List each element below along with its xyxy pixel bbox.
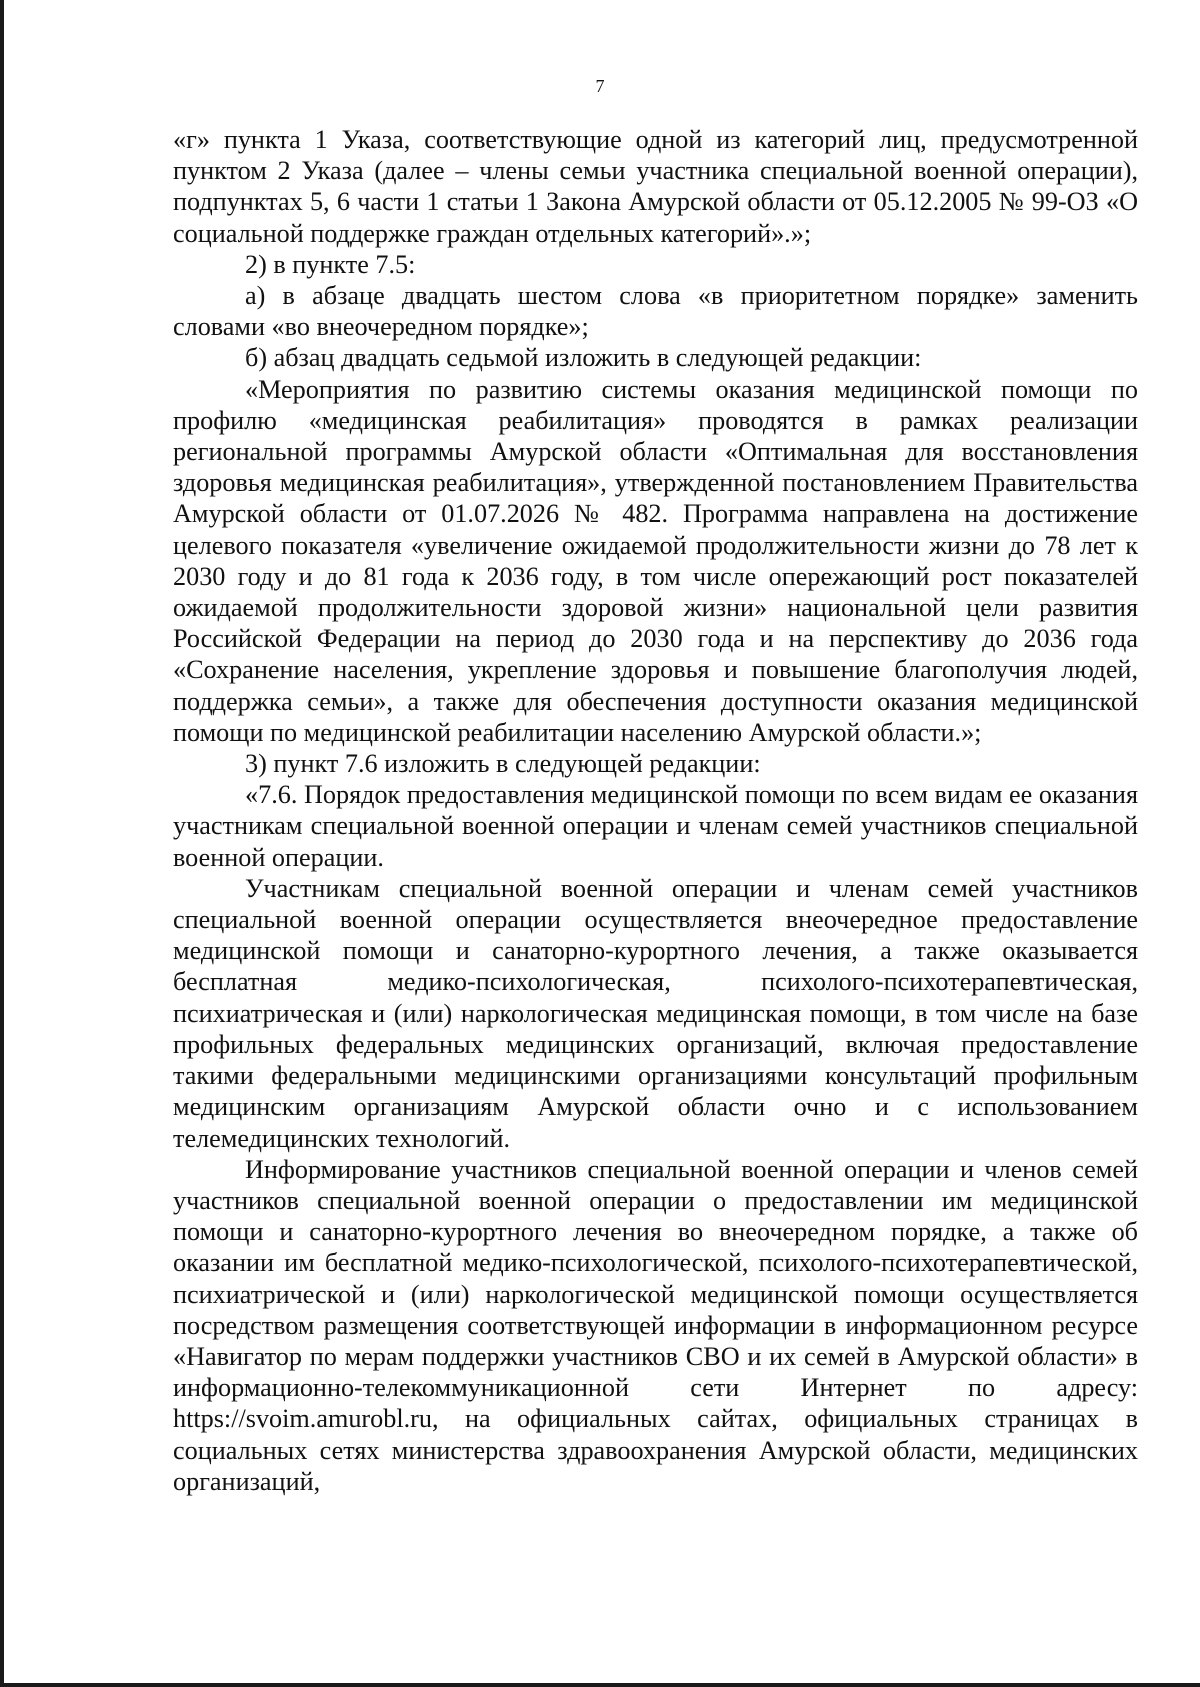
scan-border-left: [0, 0, 4, 1687]
paragraph: б) абзац двадцать седьмой изложить в следующей редакции:: [245, 343, 922, 373]
paragraph: «Мероприятия по развитию системы оказания медицинской помощи по профилю «медицинская реабилитация» проводятся в рамках реализации региональной программы Амурской области «Оптимальная для восстановления здоровья медицинская реабилитация», утвержденной постановлением Правительства Амурской области от 01.07.2026 № 482. Программа направлена на достижение целевого показателя «увеличение ожидаемой продолжительности жизни до 78 лет к 2030 году и до 81 года к 2036 году, в том числе опережающий рост показателей ожидаемой продолжительности здоровой жизни» национальной цели развития Российской Федерации на период до 2030 года и на перспективу до 2036 года «Сохранение населения, укрепление здоровья и повышение благополучия людей, поддержка семьи», а также для обеспечения доступности оказания медицинской помощи по медицинской реабилитации населению Амурской области.»;: [173, 374, 1138, 747]
paragraph: «7.6. Порядок предоставления медицинской помощи по всем видам ее оказания участникам специальной военной операции и членам семей участников специальной военной операции.: [173, 780, 1138, 872]
paragraph: 3) пункт 7.6 изложить в следующей редакции:: [245, 749, 761, 779]
paragraph: Информирование участников специальной военной операции и членов семей участников специальной военной операции о предоставлении им медицинской помощи и санаторно-курортного лечения во внеочередном порядке, а также об оказании им бесплатной медико-психологической, психолого-психотерапевтической, психиатрической и (или) наркологической медицинской помощи осуществляется посредством размещения соответствующей информации в информационном ресурсе «Навигатор по мерам поддержки участников СВО и их семей в Амурской области» в информационно-телекоммуникационной сети Интернет по адресу: https://svoim.amurobl.ru, на официальных сайтах, официальных страницах в социальных сетях министерства здравоохранения Амурской области, медицинских организаций,: [173, 1154, 1138, 1496]
paragraph: Участникам специальной военной операции и членам семей участников специальной военной операции осуществляется внеочередное предоставление медицинской помощи и санаторно-курортного лечения, а также оказывается бесплатная медико-психологическая, психолого-психотерапевтическая, психиатрическая и (или) наркологическая медицинская помощи, в том числе на базе профильных федеральных медицинских организаций, включая предоставление такими федеральными медицинскими организациями консультаций профильным медицинским организациям Амурской области очно и с использованием телемедицинских технологий.: [173, 873, 1138, 1153]
document-body: [173, 124, 1138, 1497]
paragraph: а) в абзаце двадцать шестом слова «в приоритетном порядке» заменить словами «во внеочередном порядке»;: [173, 281, 1138, 342]
paragraph: «г» пункта 1 Указа, соответствующие одной из категорий лиц, предусмотренной пунктом 2 Указа (далее – члены семьи участника специальной военной операции), подпунктах 5, 6 части 1 статьи 1 Закона Амурской области от 05.12.2005 № 99-ОЗ «О социальной поддержке граждан отдельных категорий».»;: [173, 125, 1138, 248]
paragraph: 2) в пункте 7.5:: [245, 249, 416, 279]
scan-border-bottom: [0, 1683, 1200, 1687]
page-number: 7: [595, 76, 605, 96]
